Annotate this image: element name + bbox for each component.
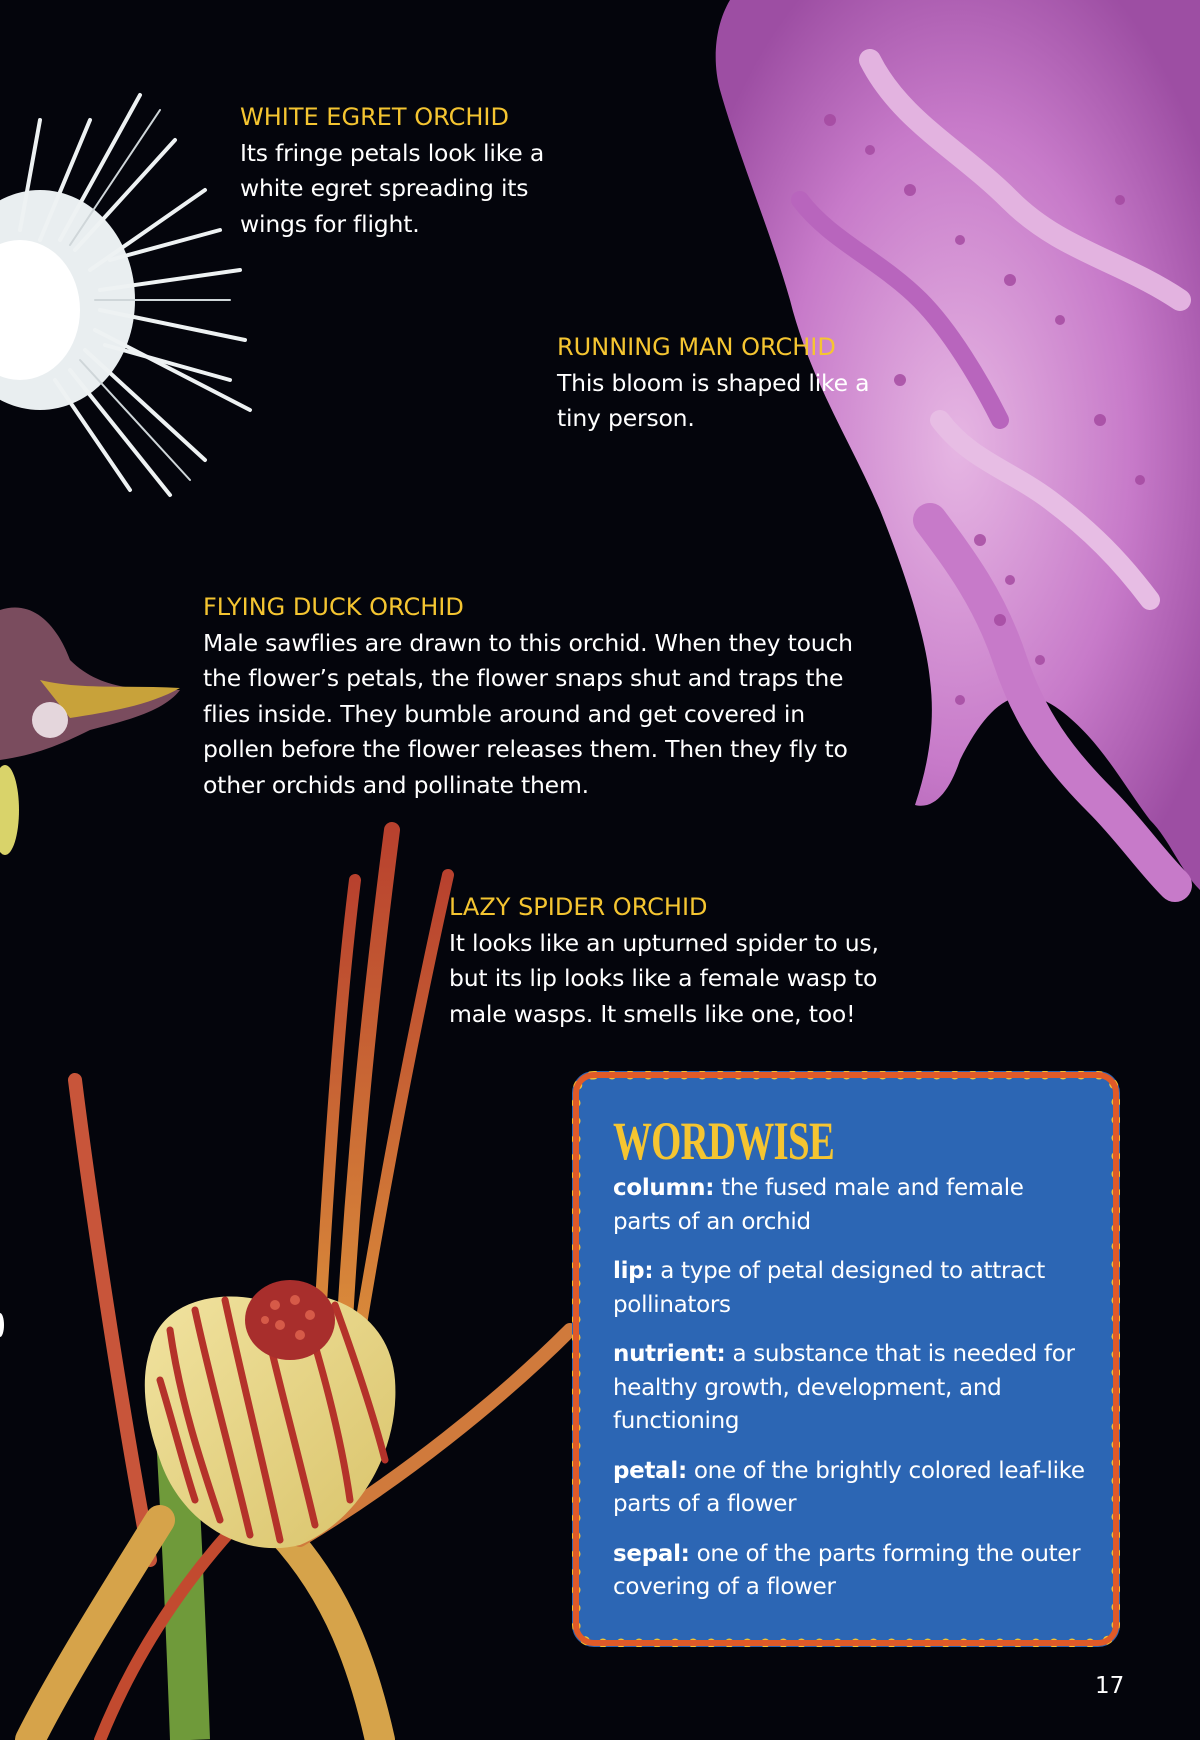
lazy-spider-title: LAZY SPIDER ORCHID <box>449 893 708 921</box>
flying-duck-description: Male sawflies are drawn to this orchid. When they touch the flower’s petals, the flower snaps shut and traps the flies inside. They bumble around and get covered in pollen before the flower releases them. Then they fly to other orchids and pollinate them. <box>203 628 853 799</box>
white-egret-description: Its fringe petals look like a white egret spreading its wings for flight. <box>240 138 545 238</box>
white-egret-orchid-image <box>0 95 250 495</box>
running-man-caption <box>557 330 897 437</box>
glossary-definition: the fused male and female parts of an orchid <box>613 1175 1024 1235</box>
wordwise-title: WORDWISE <box>613 1111 835 1171</box>
glossary-term: petal: <box>613 1457 687 1484</box>
glossary-term: column: <box>613 1175 715 1201</box>
glossary-entry-sepal <box>613 1538 1085 1605</box>
white-egret-caption <box>240 100 600 242</box>
glossary-definition: one of the brightly colored leaf-like parts of a flower <box>613 1457 1085 1517</box>
glossary-term: lip: <box>613 1258 654 1284</box>
page-number: 17 <box>1095 1673 1125 1699</box>
flying-duck-caption <box>203 590 883 803</box>
glossary-term: nutrient: <box>613 1341 726 1367</box>
lazy-spider-description: It looks like an upturned spider to us, but its lip looks like a female wasp to male wasps. It smells like one, too! <box>449 928 879 1028</box>
glossary-definition: one of the parts forming the outer covering of a flower <box>613 1540 1081 1600</box>
glossary-term: sepal: <box>613 1540 690 1567</box>
glossary-definition: a substance that is needed for healthy growth, development, and functioning <box>613 1341 1075 1434</box>
glossary-entry-column <box>613 1172 1085 1239</box>
glossary-definition: a type of petal designed to attract pollinators <box>613 1258 1045 1318</box>
lazy-spider-caption <box>449 890 929 1032</box>
flying-duck-title: FLYING DUCK ORCHID <box>203 593 464 621</box>
glossary-entry-petal <box>613 1455 1085 1522</box>
wordwise-glossary-box <box>572 1071 1120 1647</box>
glossary-entry-lip <box>613 1255 1085 1322</box>
white-egret-title: WHITE EGRET ORCHID <box>240 103 509 131</box>
glossary-entry-nutrient <box>613 1338 1085 1439</box>
running-man-description: This bloom is shaped like a tiny person. <box>557 368 870 432</box>
running-man-title: RUNNING MAN ORCHID <box>557 333 836 361</box>
